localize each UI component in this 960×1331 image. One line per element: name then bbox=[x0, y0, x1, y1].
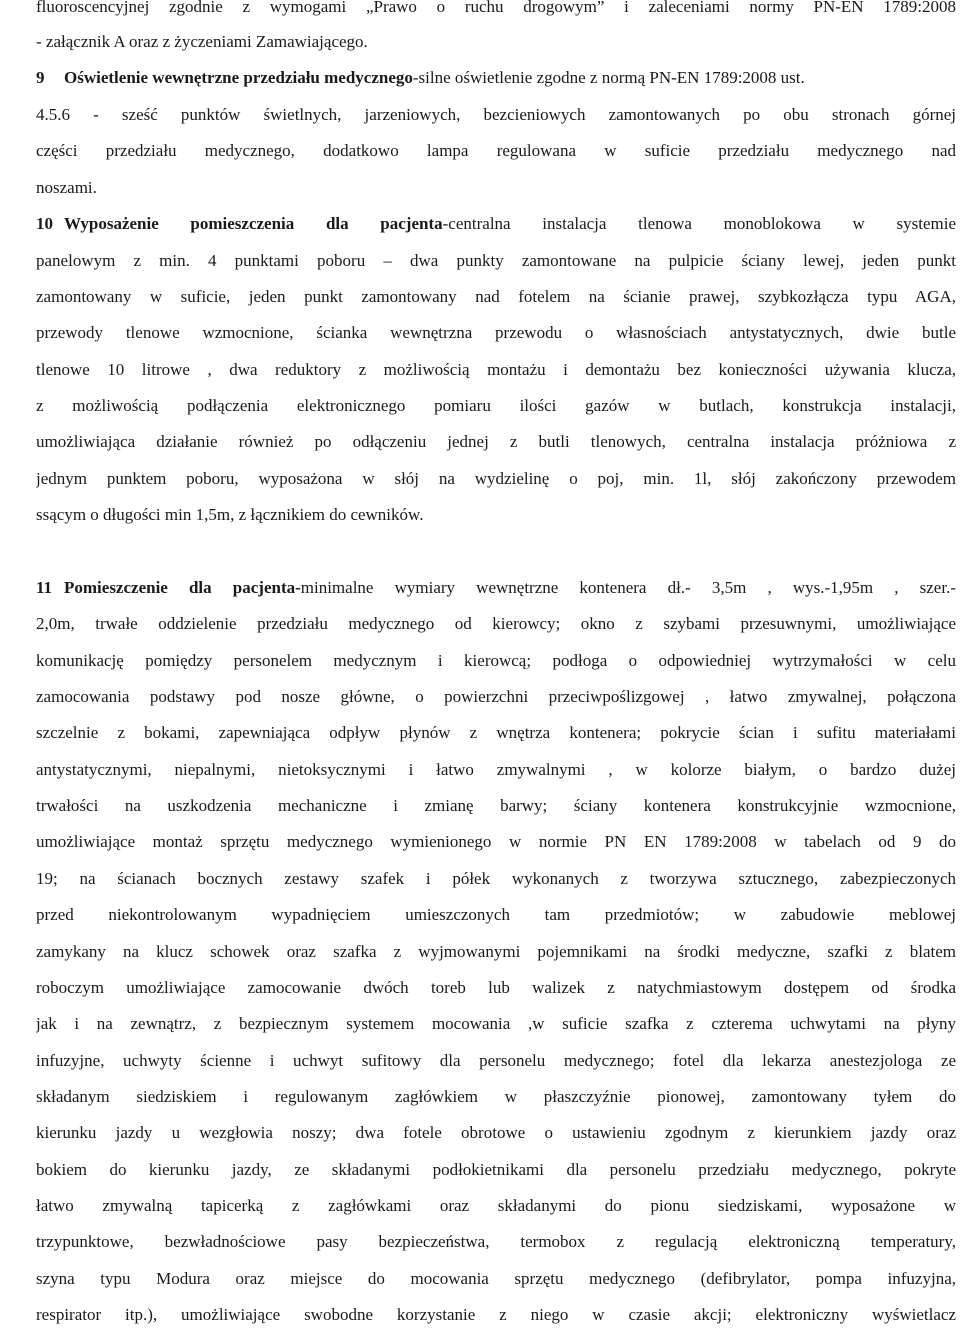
text-line: infuzyjne, uchwyty ścienne i uchwyt sufitowy dla personelu medycznego; fotel dla lekarza anestezjologa ze bbox=[36, 1051, 956, 1070]
text-line: trwałości na uszkodzenia mechaniczne i zmianę barwy; ściany kontenera konstrukcyjnie wzmocnione, bbox=[36, 796, 956, 815]
text-line: umożliwiająca działanie również po odłączeniu jednej z butli tlenowych, centralna instalacja próżniowa z bbox=[36, 432, 956, 451]
section-10-line bbox=[36, 212, 956, 236]
text-line: łatwo zmywalną tapicerką z zagłówkami oraz składanymi do pionu siedziskami, wyposażone w bbox=[36, 1196, 956, 1215]
text-line: trzypunktowe, bezwładnościowe pasy bezpieczeństwa, termobox z regulacją elektroniczną temperatury, bbox=[36, 1232, 956, 1251]
section-9-line bbox=[36, 66, 956, 90]
section-number: 10 bbox=[36, 214, 53, 233]
text-line: kierunku jazdy u wezgłowia noszy; dwa fotele obrotowe o ustawieniu zgodnym z kierunkiem jazdy oraz bbox=[36, 1123, 956, 1142]
section-number: 9 bbox=[36, 68, 45, 87]
section-text: -silne oświetlenie zgodne z normą PN-EN 1789:2008 ust. bbox=[412, 68, 805, 87]
text-line: części przedziału medycznego, dodatkowo lampa regulowana w suficie przedziału medycznego nad bbox=[36, 141, 956, 160]
text-line: ssącym o długości min 1,5m, z łącznikiem do cewników. bbox=[36, 505, 424, 524]
section-heading: Oświetlenie wewnętrzne przedziału medycznego bbox=[64, 68, 413, 87]
text-line: panelowym z min. 4 punktami poboru – dwa punkty zamontowane na pulpicie ściany lewej, jeden punkt bbox=[36, 251, 956, 270]
text-line: zamocowania podstawy pod nosze główne, o powierzchni przeciwpoślizgowej , łatwo zmywalnej, połączona bbox=[36, 687, 956, 706]
text-line: szczelnie z bokami, zapewniająca odpływ płynów z wnętrza kontenera; pokrycie ścian i sufitu materiałami bbox=[36, 723, 956, 742]
text-line: noszami. bbox=[36, 178, 97, 197]
section-number: 11 bbox=[36, 578, 53, 597]
text-line: 4.5.6 - sześć punktów świetlnych, jarzeniowych, bezcieniowych zamontowanych po obu stronach górnej bbox=[36, 105, 956, 124]
text-line: jak i na zewnątrz, z bezpiecznym systemem mocowania ,w suficie szafka z czterema uchwytami na płyny bbox=[36, 1014, 956, 1033]
text-line: z możliwością podłączenia elektronicznego pomiaru ilości gazów w butlach, konstrukcja instalacji, bbox=[36, 396, 956, 415]
text-line: przewody tlenowe wzmocnione, ścianka wewnętrzna przewodu o własnościach antystatycznych, dwie butle bbox=[36, 323, 956, 342]
text-line: respirator itp.), umożliwiające swobodne korzystanie z niego w czasie akcji; elektroniczny wyświetlacz bbox=[36, 1305, 956, 1324]
section-heading: Wyposażenie pomieszczenia dla pacjenta bbox=[64, 214, 443, 233]
text-line: - załącznik A oraz z życzeniami Zamawiającego. bbox=[36, 32, 368, 51]
text-line: umożliwiające montaż sprzętu medycznego wymienionego w normie PN EN 1789:2008 w tabelach od 9 do bbox=[36, 832, 956, 851]
text-line: bokiem do kierunku jazdy, ze składanymi podłokietnikami dla personelu przedziału medycznego, pokryte bbox=[36, 1160, 956, 1179]
text-line: 2,0m, trwałe oddzielenie przedziału medycznego od kierowcy; okno z szybami przesuwnymi, umożliwiające bbox=[36, 614, 956, 633]
text-line: antystatycznymi, niepalnymi, nietoksycznymi i łatwo zmywalnymi , w kolorze białym, o bardzo dużej bbox=[36, 760, 956, 779]
section-text: minimalne wymiary wewnętrzne kontenera dł.- 3,5m , wys.-1,95m , szer.- bbox=[300, 578, 956, 597]
text-line: zamykany na klucz schowek oraz szafka z wyjmowanymi pojemnikami na środki medyczne, szafki z blatem bbox=[36, 942, 956, 961]
text-line: komunikację pomiędzy personelem medycznym i kierowcą; podłoga o odpowiedniej wytrzymałości w celu bbox=[36, 651, 956, 670]
text-line: 19; na ścianach bocznych zestawy szafek i półek wykonanych z tworzywa sztucznego, zabezpieczonych bbox=[36, 869, 956, 888]
section-11-line bbox=[36, 576, 956, 600]
text-line: składanym siedziskiem i regulowanym zagłówkiem w płaszczyźnie pionowej, zamontowany tyłem do bbox=[36, 1087, 956, 1106]
text-line: tlenowe 10 litrowe , dwa reduktory z możliwością montażu i demontażu bez konieczności używania klucza, bbox=[36, 360, 956, 379]
text-line: roboczym umożliwiające zamocowanie dwóch toreb lub walizek z natychmiastowym dostępem od środka bbox=[36, 978, 956, 997]
text-line: szyna typu Modura oraz miejsce do mocowania sprzętu medycznego (defibrylator, pompa infuzyjna, bbox=[36, 1269, 956, 1288]
section-text: -centralna instalacja tlenowa monoblokowa w systemie bbox=[442, 214, 956, 233]
text-line: przed niekontrolowanym wypadnięciem umieszczonych tam przedmiotów; w zabudowie meblowej bbox=[36, 905, 956, 924]
section-heading: Pomieszczenie dla pacjenta- bbox=[64, 578, 301, 597]
text-line: jednym punktem poboru, wyposażona w słój na wydzielinę o poj, min. 1l, słój zakończony przewodem bbox=[36, 469, 956, 488]
text-line: zamontowany w suficie, jeden punkt zamontowany nad fotelem na ścianie prawej, szybkozłącza typu AGA, bbox=[36, 287, 956, 306]
text-line: fluoroscencyjnej zgodnie z wymogami „Prawo o ruchu drogowym” i zaleceniami normy PN-EN 1789:2008 bbox=[36, 0, 956, 16]
